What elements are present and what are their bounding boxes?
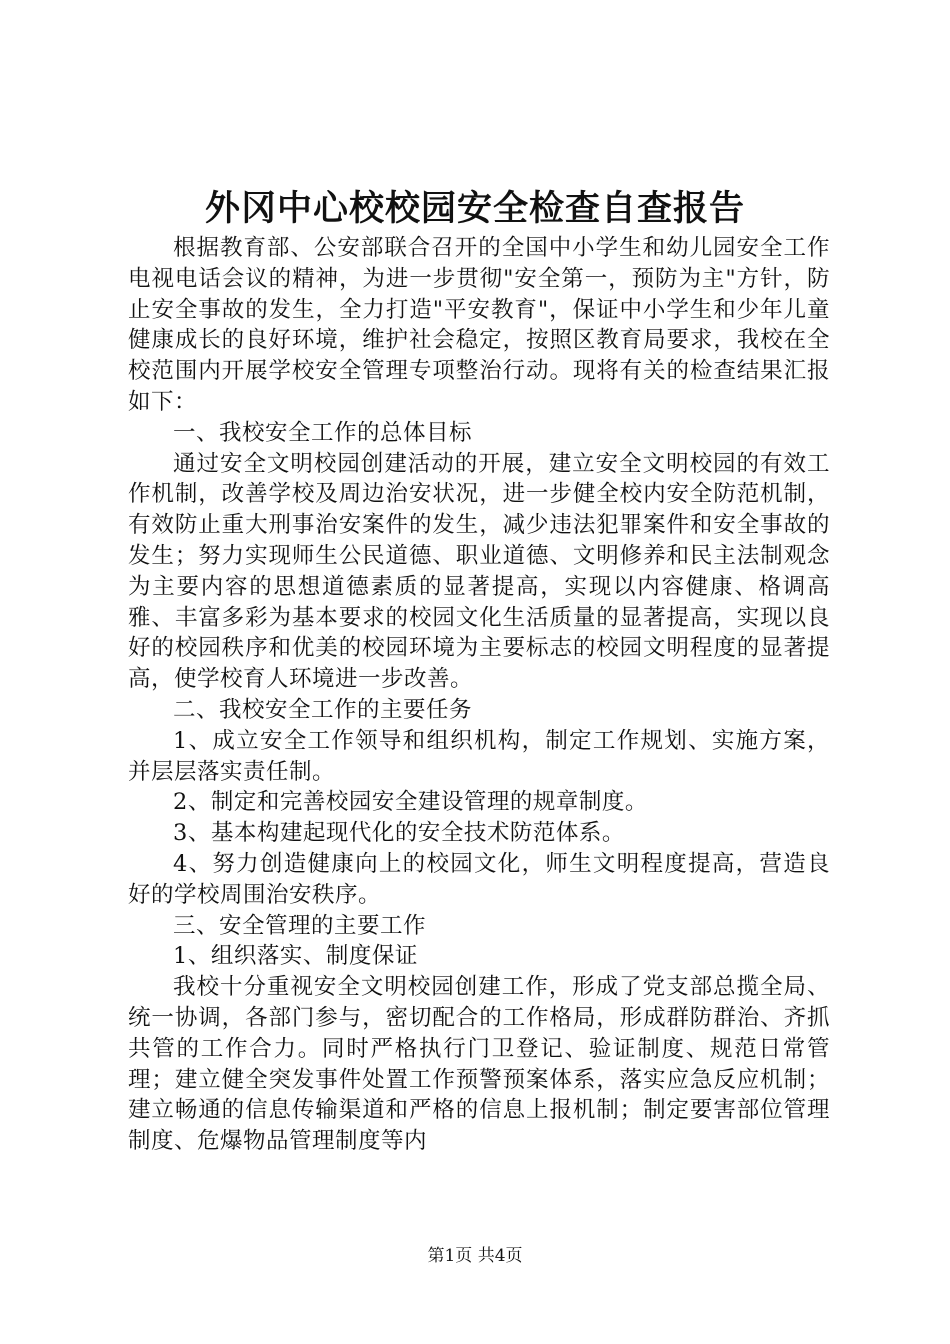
- document-body: [128, 233, 830, 1157]
- task-item-2: 2、制定和完善校园安全建设管理的规章制度。: [173, 789, 648, 816]
- subsection-heading-1: 1、组织落实、制度保证: [173, 943, 418, 970]
- task-item-4: 4、努力创造健康向上的校园文化，师生文明程度提高，营造良好的学校周围治安秩序。: [128, 850, 830, 908]
- section-heading-3: 三、安全管理的主要工作: [173, 912, 427, 939]
- paragraph-organization: 我校十分重视安全文明校园创建工作，形成了党支部总揽全局、统一协调，各部门参与，密切配合的工作格局，形成群防群治、齐抓共管的工作合力。同时严格执行门卫登记、验证制度、规范日常管理；建立健全突发事件处置工作预警预案体系，落实应急反应机制；建立畅通的信息传输渠道和严格的信息上报机制；制定要害部位管理制度、危爆物品管理制度等内: [128, 974, 830, 1155]
- paragraph-goals: 通过安全文明校园创建活动的开展，建立安全文明校园的有效工作机制，改善学校及周边治安状况，进一步健全校内安全防范机制，有效防止重大刑事治安案件的发生，减少违法犯罪案件和安全事故的发生；努力实现师生公民道德、职业道德、文明修养和民主法制观念为主要内容的思想道德素质的显著提高，实现以内容健康、格调高雅、丰富多彩为基本要求的校园文化生活质量的显著提高，实现以良好的校园秩序和优美的校园环境为主要标志的校园文明程度的显著提高，使学校育人环境进一步改善。: [128, 450, 830, 693]
- paragraph-intro: 根据教育部、公安部联合召开的全国中小学生和幼儿园安全工作电视电话会议的精神，为进一步贯彻"安全第一，预防为主"方针，防止安全事故的发生，全力打造"平安教育"，保证中小学生和少年儿童健康成长的良好环境，维护社会稳定，按照区教育局要求，我校在全校范围内开展学校安全管理专项整治行动。现将有关的检查结果汇报如下：: [128, 235, 830, 415]
- section-heading-2: 二、我校安全工作的主要任务: [173, 696, 473, 723]
- page-number: 第1页 共4页: [427, 1246, 523, 1266]
- document-title: 外冈中心校校园安全检查自查报告: [204, 188, 745, 229]
- section-heading-1: 一、我校安全工作的总体目标: [173, 419, 473, 446]
- task-item-3: 3、基本构建起现代化的安全技术防范体系。: [173, 820, 625, 847]
- task-item-1: 1、成立安全工作领导和组织机构，制定工作规划、实施方案，并层层落实责任制。: [128, 727, 830, 785]
